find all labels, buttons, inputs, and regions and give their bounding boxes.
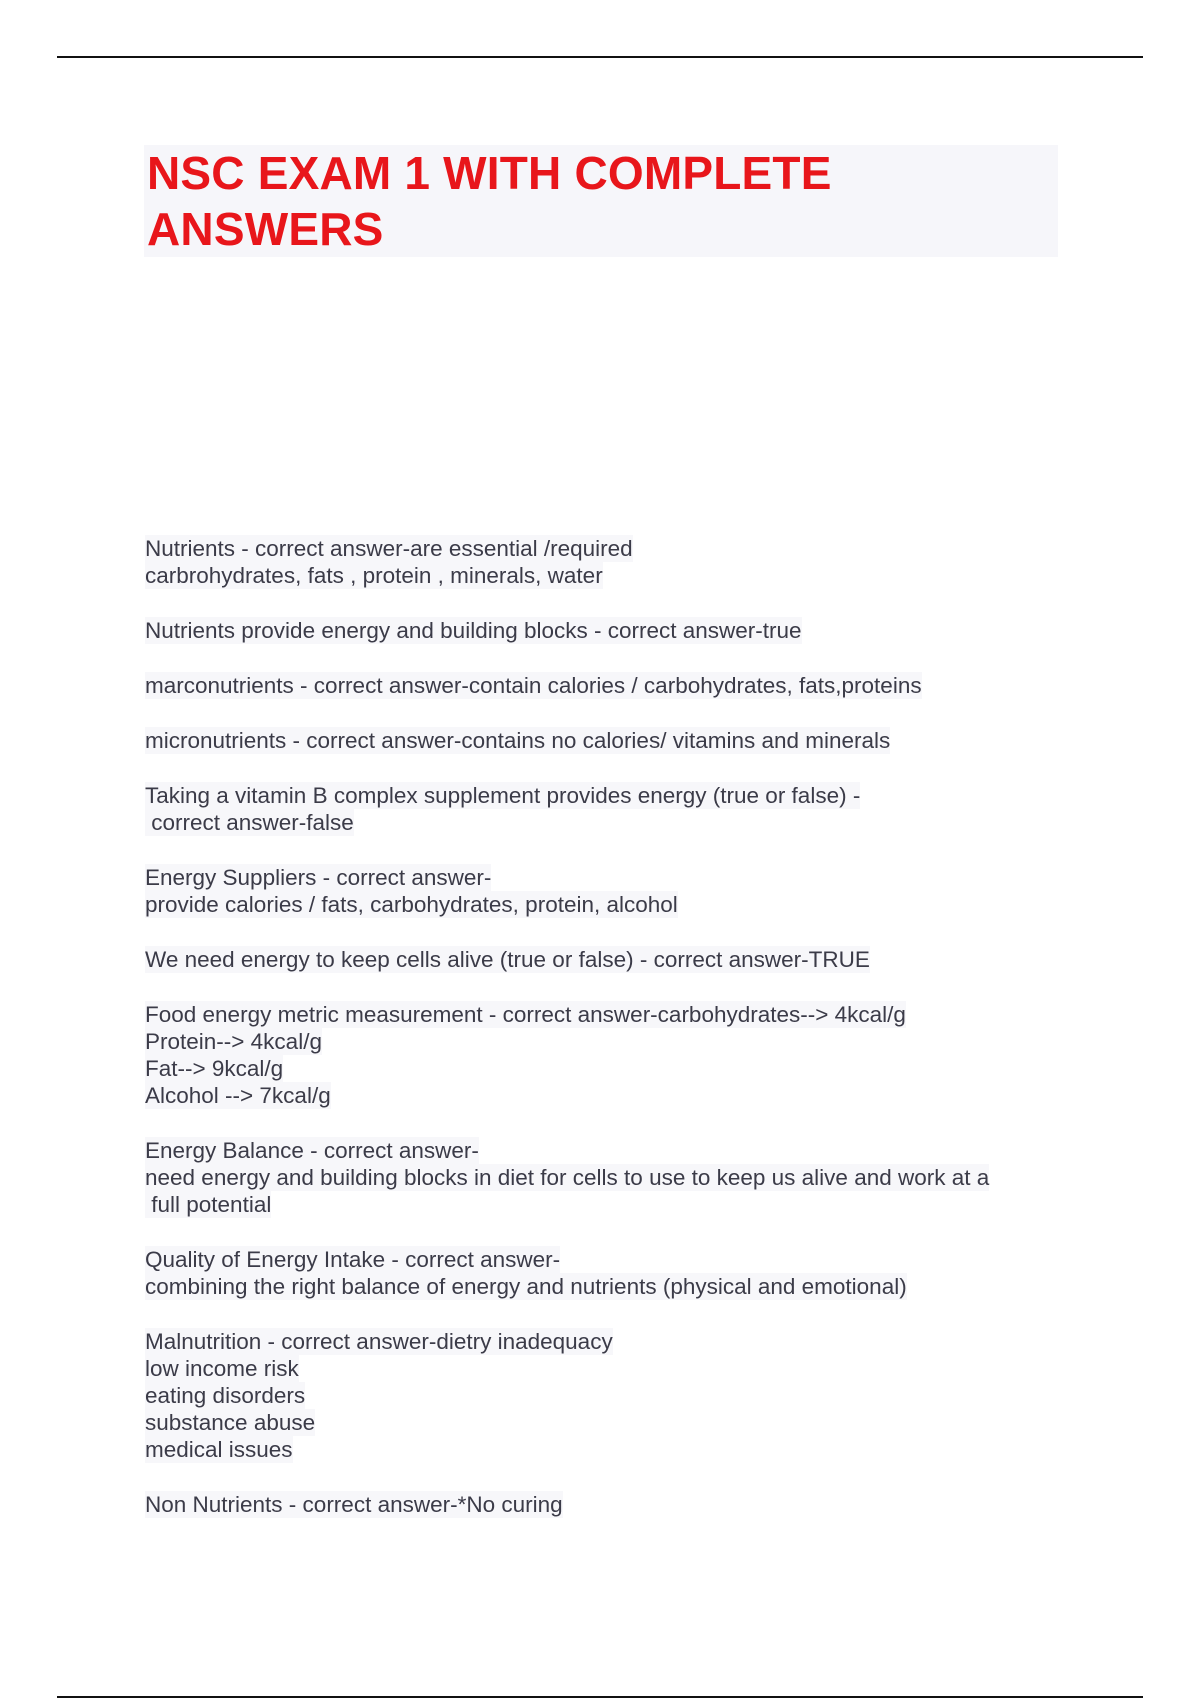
qa-entry — [145, 1328, 1065, 1463]
document-title — [144, 145, 1058, 257]
qa-term-line: We need energy to keep cells alive (true or false) - correct answer-TRUE — [145, 947, 870, 972]
qa-entry — [145, 1491, 1065, 1518]
qa-answer-line: low income risk — [145, 1356, 299, 1381]
qa-answer-line: combining the right balance of energy and nutrients (physical and emotional) — [145, 1274, 907, 1299]
title-block — [144, 145, 1058, 257]
qa-answer-line: substance abuse — [145, 1410, 316, 1435]
qa-list — [145, 535, 1065, 1546]
qa-answer-line: carbrohydrates, fats , protein , minerals, water — [145, 563, 603, 588]
qa-term-line: Quality of Energy Intake - correct answer- — [145, 1247, 561, 1272]
qa-answer-line: full potential — [145, 1192, 272, 1217]
qa-entry — [145, 864, 1065, 918]
qa-answer-line: eating disorders — [145, 1383, 306, 1408]
qa-entry — [145, 672, 1065, 699]
qa-term-line: Nutrients - correct answer-are essential /required — [145, 536, 633, 561]
title-line-1: NSC EXAM 1 WITH COMPLETE — [147, 147, 832, 199]
qa-entry — [145, 946, 1065, 973]
qa-entry — [145, 617, 1065, 644]
qa-entry — [145, 1001, 1065, 1109]
qa-answer-line: provide calories / fats, carbohydrates, protein, alcohol — [145, 892, 678, 917]
qa-term-line: Energy Balance - correct answer- — [145, 1138, 479, 1163]
qa-term-line: Energy Suppliers - correct answer- — [145, 865, 492, 890]
qa-term-line: micronutrients - correct answer-contains no calories/ vitamins and minerals — [145, 728, 891, 753]
header-rule — [57, 56, 1143, 58]
qa-entry — [145, 727, 1065, 754]
qa-entry — [145, 1246, 1065, 1300]
qa-term-line: Food energy metric measurement - correct answer-carbohydrates--> 4kcal/g — [145, 1002, 906, 1027]
qa-answer-line: Protein--> 4kcal/g — [145, 1029, 322, 1054]
qa-entry — [145, 1137, 1065, 1218]
footer-rule — [57, 1696, 1143, 1698]
qa-term-line: Malnutrition - correct answer-dietry inadequacy — [145, 1329, 613, 1354]
qa-answer-line: Alcohol --> 7kcal/g — [145, 1083, 331, 1108]
qa-answer-line: medical issues — [145, 1437, 293, 1462]
qa-answer-line: correct answer-false — [145, 810, 354, 835]
qa-term-line: Taking a vitamin B complex supplement provides energy (true or false) - — [145, 783, 861, 808]
qa-entry — [145, 782, 1065, 836]
qa-term-line: Non Nutrients - correct answer-*No curing — [145, 1492, 563, 1517]
title-line-2: ANSWERS — [147, 203, 384, 255]
qa-term-line: Nutrients provide energy and building blocks - correct answer-true — [145, 618, 802, 643]
qa-term-line: marconutrients - correct answer-contain calories / carbohydrates, fats,proteins — [145, 673, 922, 698]
qa-answer-line: need energy and building blocks in diet for cells to use to keep us alive and work at a — [145, 1165, 990, 1190]
qa-answer-line: Fat--> 9kcal/g — [145, 1056, 284, 1081]
qa-entry — [145, 535, 1065, 589]
